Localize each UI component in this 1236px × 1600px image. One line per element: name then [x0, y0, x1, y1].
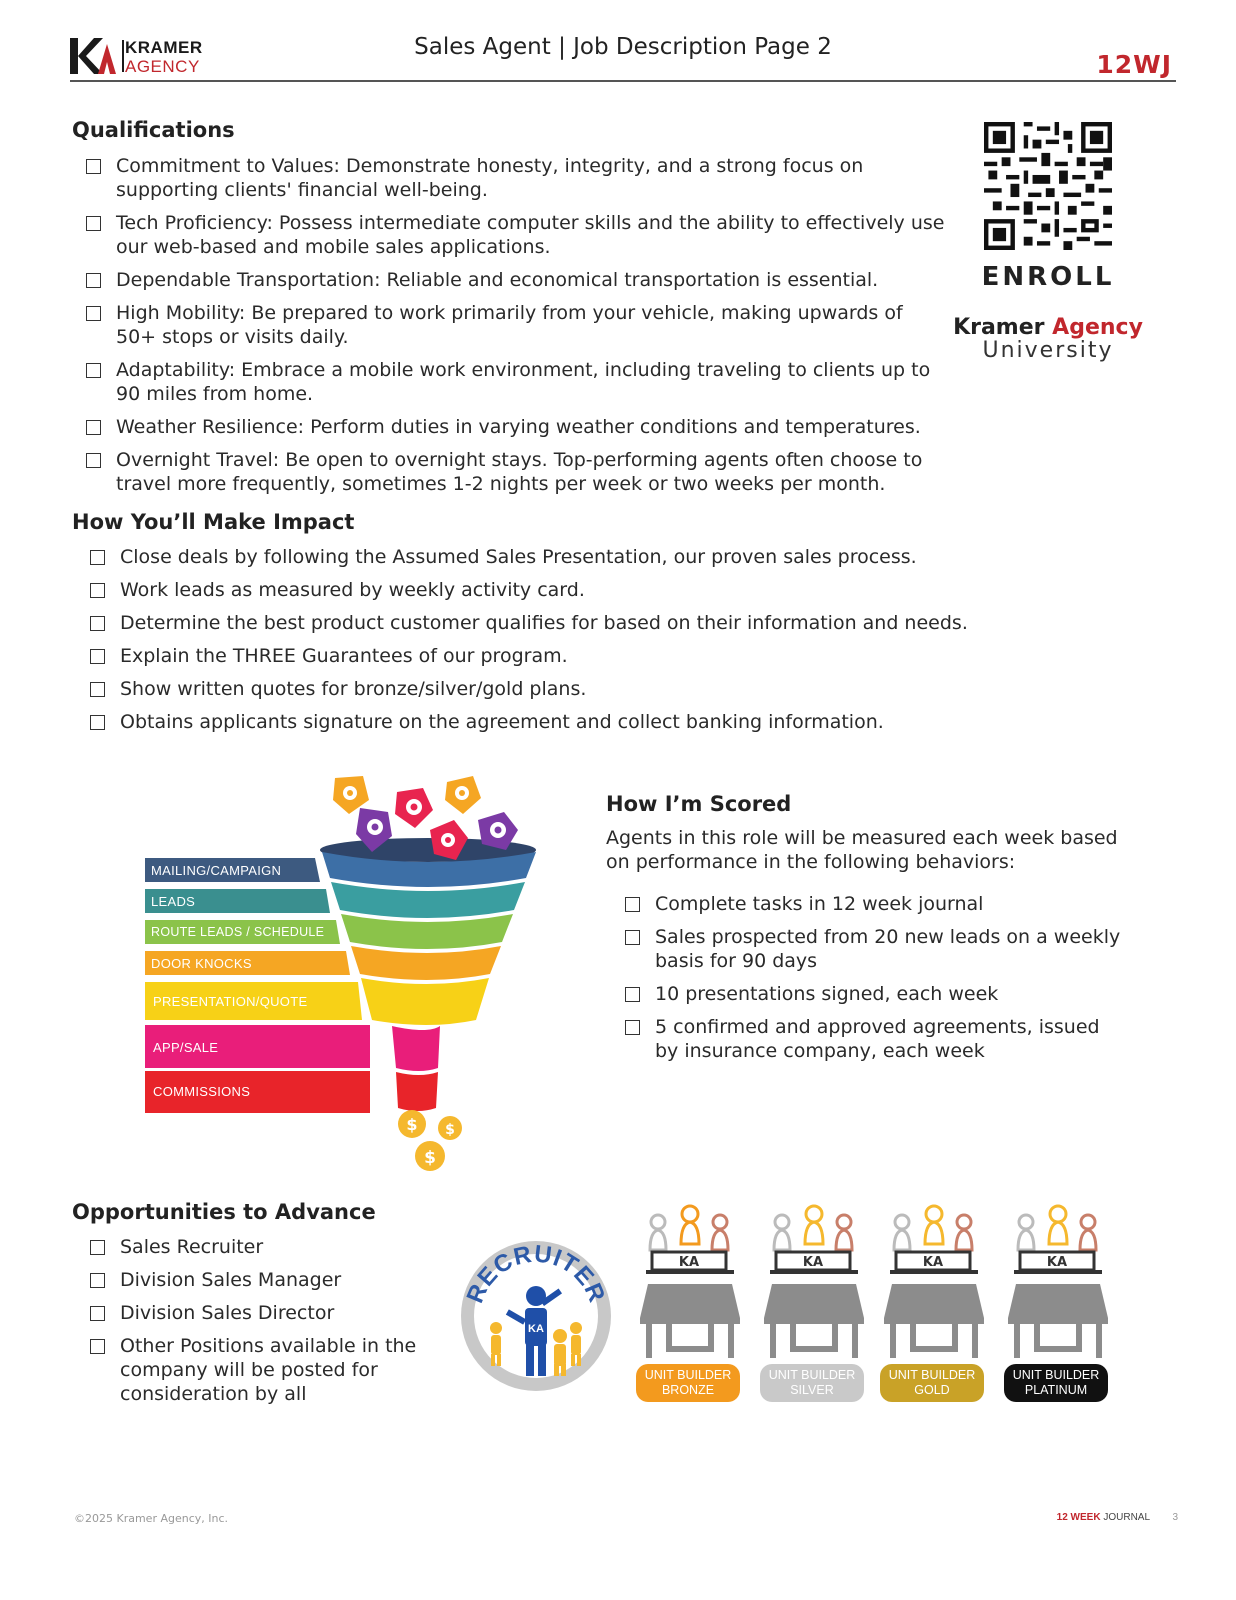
advance-heading: Opportunities to Advance: [72, 1200, 376, 1224]
recruiter-label: RECRUITER: [461, 1240, 611, 1307]
badge-label: UNIT BUILDER BRONZE: [636, 1364, 740, 1402]
enroll-qr-code[interactable]: [984, 122, 1112, 250]
qualifications-list: [86, 154, 946, 505]
scored-item: 10 presentations signed, each week: [625, 982, 1125, 1006]
kramer-agency-logo: [70, 36, 220, 76]
impact-heading: How You’ll Make Impact: [72, 510, 355, 534]
funnel-label: COMMISSIONS: [153, 1083, 251, 1099]
svg-text:$: $: [406, 1115, 418, 1134]
scored-item: Sales prospected from 20 new leads on a weekly basis for 90 days: [625, 925, 1125, 973]
kramer-agency-university-logo: [950, 316, 1146, 362]
svg-text:$: $: [424, 1148, 436, 1168]
footer-brand-rest: JOURNAL: [1103, 1512, 1150, 1523]
page-title: Sales Agent | Job Description Page 2: [414, 34, 832, 60]
funnel-label: DOOR KNOCKS: [151, 955, 252, 971]
unit-builder-icon: [880, 1200, 992, 1362]
header-divider: [70, 80, 1176, 82]
svg-text:KA: KA: [922, 1255, 944, 1270]
scored-item: 5 confirmed and approved agreements, issued by insurance company, each week: [625, 1015, 1125, 1063]
badge-label: UNIT BUILDER GOLD: [880, 1364, 984, 1402]
recruiter-badge-icon: [460, 1240, 612, 1392]
advance-item: Other Positions available in the company will be posted for consideration by all: [90, 1334, 420, 1406]
enroll-label: ENROLL: [981, 262, 1115, 292]
unit-builder-bronze-badge: [636, 1200, 748, 1405]
advance-item: Division Sales Director: [90, 1301, 420, 1325]
svg-text:KA: KA: [678, 1255, 700, 1270]
scored-item: Complete tasks in 12 week journal: [625, 892, 1125, 916]
advance-list: [90, 1235, 420, 1415]
svg-text:KA: KA: [802, 1255, 824, 1270]
advance-item: Sales Recruiter: [90, 1235, 420, 1259]
qualification-item: Dependable Transportation: Reliable and economical transportation is essential.: [86, 268, 946, 292]
logo-agency-text: AGENCY: [125, 57, 200, 76]
svg-text:KA: KA: [1046, 1255, 1068, 1270]
sales-funnel-graphic: [140, 768, 560, 1178]
kau-kramer-text: Kramer: [953, 315, 1045, 340]
svg-text:$: $: [445, 1122, 455, 1138]
funnel-label: ROUTE LEADS / SCHEDULE: [151, 925, 325, 939]
funnel-label: PRESENTATION/QUOTE: [153, 993, 308, 1009]
footer-brand: [1057, 1512, 1178, 1523]
impact-item: Determine the best product customer qualifies for based on their information and needs.: [90, 611, 970, 635]
kau-university-text: University: [982, 338, 1114, 363]
page-number: 3: [1172, 1512, 1178, 1523]
journal-code: 12WJ: [1096, 50, 1172, 79]
qualification-item: Weather Resilience: Perform duties in varying weather conditions and temperatures.: [86, 415, 946, 439]
svg-text:KA: KA: [528, 1323, 544, 1335]
unit-builder-icon: [1004, 1200, 1116, 1362]
impact-list: [90, 545, 970, 743]
kau-agency-text: Agency: [1052, 315, 1143, 340]
impact-item: Obtains applicants signature on the agreement and collect banking information.: [90, 710, 970, 734]
funnel-label: APP/SALE: [153, 1039, 219, 1055]
unit-builder-platinum-badge: [1004, 1200, 1116, 1405]
impact-item: Close deals by following the Assumed Sales Presentation, our proven sales process.: [90, 545, 970, 569]
logo-kramer-text: KRAMER: [125, 38, 203, 57]
impact-item: Work leads as measured by weekly activity card.: [90, 578, 970, 602]
qualification-item: Tech Proficiency: Possess intermediate computer skills and the ability to effectively use our web-based and mobile sales applications.: [86, 211, 946, 259]
unit-builder-icon: [760, 1200, 872, 1362]
unit-builder-icon: [636, 1200, 748, 1362]
qualification-item: Overnight Travel: Be open to overnight stays. Top-performing agents often choose to travel more frequently, sometimes 1-2 nights per week or two weeks per month.: [86, 448, 946, 496]
funnel-label: LEADS: [151, 893, 196, 909]
qualification-item: Commitment to Values: Demonstrate honesty, integrity, and a strong focus on supporting clients' financial well-being.: [86, 154, 946, 202]
logo-divider: [122, 40, 124, 72]
ka-logo-icon: [70, 36, 120, 76]
unit-builder-silver-badge: [760, 1200, 872, 1405]
footer-brand-bold: 12 WEEK: [1056, 1512, 1101, 1523]
badge-label: UNIT BUILDER PLATINUM: [1004, 1364, 1108, 1402]
unit-builder-gold-badge: [880, 1200, 992, 1405]
scored-list: [625, 892, 1125, 1072]
impact-item: Show written quotes for bronze/silver/gold plans.: [90, 677, 970, 701]
footer-copyright: ©2025 Kramer Agency, Inc.: [74, 1512, 229, 1525]
scored-intro: Agents in this role will be measured each week based on performance in the following behaviors:: [606, 827, 1118, 873]
advance-item: Division Sales Manager: [90, 1268, 420, 1292]
funnel-label: MAILING/CAMPAIGN: [151, 862, 282, 878]
qualification-item: Adaptability: Embrace a mobile work environment, including traveling to clients up to 90 miles from home.: [86, 358, 946, 406]
qualifications-heading: Qualifications: [72, 118, 235, 142]
qualification-item: High Mobility: Be prepared to work primarily from your vehicle, making upwards of 50+ stops or visits daily.: [86, 301, 946, 349]
badge-label: UNIT BUILDER SILVER: [760, 1364, 864, 1402]
impact-item: Explain the THREE Guarantees of our program.: [90, 644, 970, 668]
scored-heading: How I’m Scored: [606, 792, 792, 816]
